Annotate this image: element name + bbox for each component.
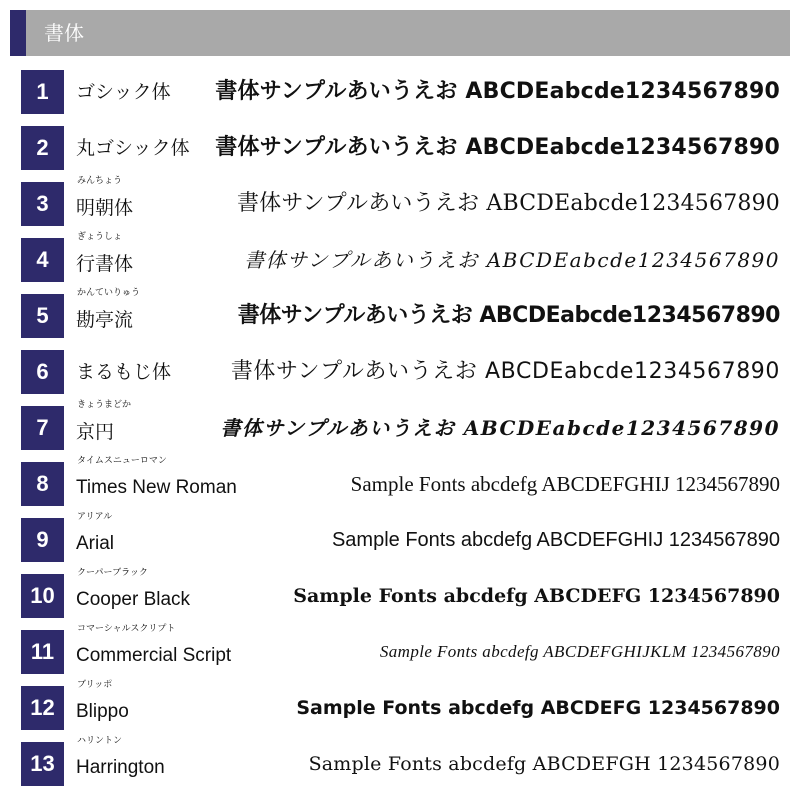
font-number-badge: 6 bbox=[21, 350, 64, 394]
font-name-reading: ハリントン bbox=[77, 736, 123, 746]
font-sample-text: 書体サンプルあいうえお ABCDEabcde1234567890 bbox=[236, 191, 780, 216]
section-title: 書体 bbox=[44, 21, 84, 45]
font-number-badge: 1 bbox=[21, 70, 64, 114]
font-name-reading: ぎょうしょ bbox=[77, 232, 123, 242]
font-row-times-new-roman bbox=[0, 456, 800, 508]
font-name: 行書体 bbox=[76, 253, 134, 275]
font-number-badge: 11 bbox=[21, 630, 64, 674]
font-sample-text: 書体サンプルあいうえお ABCDEabcde1234567890 bbox=[244, 248, 780, 272]
font-row-harrington bbox=[0, 736, 800, 788]
font-row-commercial-script bbox=[0, 624, 800, 676]
font-number-badge: 8 bbox=[21, 462, 64, 506]
font-number-badge: 13 bbox=[21, 742, 64, 786]
font-number-badge: 4 bbox=[21, 238, 64, 282]
font-row-blippo bbox=[0, 680, 800, 732]
font-number-badge: 12 bbox=[21, 686, 64, 730]
font-sample-text: Sample Fonts abcdefg ABCDEFGHIJKLM 1234567890 bbox=[379, 642, 780, 661]
font-name-reading: きょうまどか bbox=[77, 400, 132, 410]
font-sample-text: 書体サンプルあいうえお ABCDEabcde1234567890 bbox=[220, 416, 780, 440]
font-name-reading: タイムスニューロマン bbox=[77, 456, 167, 466]
font-row-gyosho bbox=[0, 232, 800, 284]
font-row-kyomadoka bbox=[0, 400, 800, 452]
font-name: まるもじ体 bbox=[76, 361, 172, 383]
font-name: 勘亭流 bbox=[76, 309, 134, 331]
font-row-cooper-black bbox=[0, 568, 800, 620]
font-number-badge: 10 bbox=[21, 574, 64, 618]
font-name: Cooper Black bbox=[76, 589, 191, 610]
font-name: 京円 bbox=[76, 421, 115, 443]
font-row-arial bbox=[0, 512, 800, 564]
font-name-reading: みんちょう bbox=[77, 176, 123, 186]
font-sample-text: 書体サンプルあいうえお ABCDEabcde1234567890 bbox=[237, 303, 780, 328]
font-sample-text: Sample Fonts abcdefg ABCDEFG 1234567890 bbox=[296, 697, 780, 719]
font-number-badge: 9 bbox=[21, 518, 64, 562]
font-row-marumoji bbox=[0, 350, 800, 396]
font-number-badge: 2 bbox=[21, 126, 64, 170]
header-accent-bar bbox=[10, 10, 26, 56]
font-name-reading: アリアル bbox=[77, 512, 113, 522]
font-name: ゴシック体 bbox=[76, 81, 171, 103]
font-sample-text: 書体サンプルあいうえお ABCDEabcde1234567890 bbox=[215, 135, 780, 160]
section-header bbox=[10, 10, 790, 56]
font-name: Blippo bbox=[76, 701, 129, 722]
font-name-reading: ブリッポ bbox=[77, 680, 113, 690]
font-sample-text: 書体サンプルあいうえお ABCDEabcde1234567890 bbox=[230, 359, 780, 384]
font-name: Times New Roman bbox=[76, 477, 237, 498]
font-row-kanteiryu bbox=[0, 288, 800, 340]
font-name: 明朝体 bbox=[76, 197, 134, 219]
font-name-reading: コマーシャルスクリプト bbox=[77, 624, 176, 634]
font-number-badge: 7 bbox=[21, 406, 64, 450]
font-name: Commercial Script bbox=[76, 645, 232, 666]
font-sample-text: Sample Fonts abcdefg ABCDEFG 1234567890 bbox=[293, 585, 780, 607]
font-name: Harrington bbox=[76, 757, 165, 778]
font-sample-text: Sample Fonts abcdefg ABCDEFGH 1234567890 bbox=[308, 753, 780, 775]
font-row-mincho bbox=[0, 176, 800, 228]
font-name-reading: かんていりゅう bbox=[77, 288, 141, 298]
font-sample-text: Sample Fonts abcdefg ABCDEFGHIJ 1234567890 bbox=[331, 529, 780, 551]
font-name: 丸ゴシック体 bbox=[76, 137, 190, 159]
font-name-reading: クーパーブラック bbox=[77, 568, 148, 578]
font-name: Arial bbox=[76, 533, 115, 554]
font-number-badge: 3 bbox=[21, 182, 64, 226]
font-sample-list bbox=[0, 70, 800, 790]
font-sample-text: Sample Fonts abcdefg ABCDEFGHIJ 1234567890 bbox=[350, 472, 780, 496]
font-number-badge: 5 bbox=[21, 294, 64, 338]
font-sample-text: 書体サンプルあいうえお ABCDEabcde1234567890 bbox=[215, 79, 780, 104]
font-row-maru-gothic bbox=[0, 126, 800, 172]
font-row-gothic bbox=[0, 70, 800, 116]
